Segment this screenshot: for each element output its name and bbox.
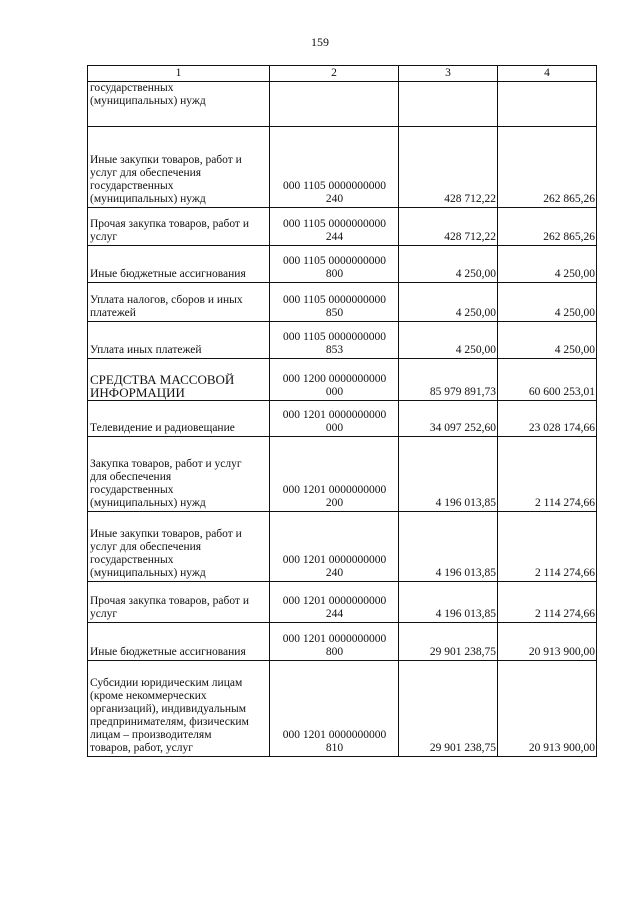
row-amount-col3 xyxy=(399,82,498,127)
row-code-line: 000 1201 0000000000 xyxy=(282,554,387,566)
row-code-cell xyxy=(270,359,399,401)
row-name-cell xyxy=(88,82,270,127)
row-amount-col3: 4 196 013,85 xyxy=(399,437,498,512)
row-code-line: 000 1105 0000000000 xyxy=(282,180,387,192)
row-amount-col3: 29 901 238,75 xyxy=(399,661,498,757)
column-header-1: 1 xyxy=(88,66,270,82)
row-name-line: Телевидение и радиовещание xyxy=(90,422,235,434)
row-name-line: Прочая закупка товаров, работ и xyxy=(90,218,249,230)
row-name-line: (муниципальных) нужд xyxy=(90,497,206,509)
row-amount-col4: 20 913 900,00 xyxy=(498,661,597,757)
row-name-line: Иные закупки товаров, работ и xyxy=(90,528,242,540)
row-name-line: Иные закупки товаров, работ и xyxy=(90,154,242,166)
row-name-line: государственных xyxy=(90,554,174,566)
row-code-line: 850 xyxy=(325,307,344,319)
row-code-line: 000 xyxy=(325,386,344,398)
row-code-cell xyxy=(270,208,399,246)
row-code-cell xyxy=(270,127,399,208)
row-name-line: Закупка товаров, работ и услуг xyxy=(90,458,242,470)
row-amount-col3: 34 097 252,60 xyxy=(399,401,498,437)
row-amount-col3: 85 979 891,73 xyxy=(399,359,498,401)
row-code-cell xyxy=(270,322,399,359)
row-name-cell xyxy=(88,246,270,283)
table-body xyxy=(88,82,597,757)
row-name-line: услуг xyxy=(90,608,118,620)
table-row xyxy=(88,127,597,208)
table-row xyxy=(88,582,597,623)
row-name-cell xyxy=(88,437,270,512)
row-code-cell xyxy=(270,401,399,437)
table-row xyxy=(88,283,597,322)
row-code-line: 240 xyxy=(325,193,344,205)
table-row xyxy=(88,661,597,757)
table-row xyxy=(88,246,597,283)
row-amount-col3: 428 712,22 xyxy=(399,208,498,246)
row-name-line: ИНФОРМАЦИИ xyxy=(90,385,185,400)
table-header-row xyxy=(88,66,597,82)
row-name-line: Уплата налогов, сборов и иных xyxy=(90,294,243,306)
row-name-line: предпринимателям, физическим xyxy=(90,716,249,728)
row-amount-col3: 4 250,00 xyxy=(399,283,498,322)
row-code-line: 853 xyxy=(325,344,344,356)
table-row xyxy=(88,623,597,661)
row-name-line: Прочая закупка товаров, работ и xyxy=(90,595,249,607)
row-amount-col4: 20 913 900,00 xyxy=(498,623,597,661)
row-amount-col3: 4 250,00 xyxy=(399,246,498,283)
row-name-line: услуг для обеспечения xyxy=(90,167,202,179)
row-name-cell xyxy=(88,208,270,246)
row-name-cell xyxy=(88,359,270,401)
row-code-line: 244 xyxy=(325,231,344,243)
table-row xyxy=(88,512,597,582)
row-name-line: товаров, работ, услуг xyxy=(90,742,193,754)
column-header-4: 4 xyxy=(498,66,597,82)
row-amount-col4: 2 114 274,66 xyxy=(498,437,597,512)
row-code-line: 000 1201 0000000000 xyxy=(282,633,387,645)
row-amount-col4: 4 250,00 xyxy=(498,322,597,359)
row-name-line: (муниципальных) нужд xyxy=(90,95,206,107)
row-name-line: услуг xyxy=(90,231,118,243)
row-name-cell xyxy=(88,512,270,582)
row-name-line: платежей xyxy=(90,307,136,319)
row-amount-col4: 4 250,00 xyxy=(498,283,597,322)
page-number: 159 xyxy=(311,35,329,49)
row-name-line: организаций), индивидуальным xyxy=(90,703,247,715)
row-name-cell xyxy=(88,127,270,208)
row-code-line: 810 xyxy=(325,742,344,754)
row-code-line: 800 xyxy=(325,646,344,658)
row-amount-col4: 2 114 274,66 xyxy=(498,512,597,582)
row-code-line: 000 1201 0000000000 xyxy=(282,484,387,496)
row-name-line: (муниципальных) нужд xyxy=(90,193,206,205)
row-amount-col3: 4 250,00 xyxy=(399,322,498,359)
row-code-line: 000 xyxy=(325,422,344,434)
row-amount-col4: 262 865,26 xyxy=(498,208,597,246)
row-name-cell xyxy=(88,322,270,359)
row-code-cell xyxy=(270,437,399,512)
row-name-cell xyxy=(88,661,270,757)
row-code-line: 000 1201 0000000000 xyxy=(282,729,387,741)
row-code-line: 200 xyxy=(325,497,344,509)
row-code-cell xyxy=(270,512,399,582)
row-name-line: СРЕДСТВА МАССОВОЙ xyxy=(90,372,235,387)
row-code-cell xyxy=(270,246,399,283)
row-code-line: 000 1201 0000000000 xyxy=(282,595,387,607)
row-code-line: 000 1105 0000000000 xyxy=(282,331,387,343)
row-code-line: 000 1105 0000000000 xyxy=(282,255,387,267)
row-name-cell xyxy=(88,582,270,623)
row-name-line: государственных xyxy=(90,82,174,94)
row-amount-col4: 60 600 253,01 xyxy=(498,359,597,401)
row-name-line: государственных xyxy=(90,180,174,192)
row-amount-col4: 262 865,26 xyxy=(498,127,597,208)
row-code-cell xyxy=(270,623,399,661)
row-amount-col4: 4 250,00 xyxy=(498,246,597,283)
row-code-line: 244 xyxy=(325,608,344,620)
row-name-line: Иные бюджетные ассигнования xyxy=(90,268,246,280)
row-code-cell xyxy=(270,82,399,127)
row-name-cell xyxy=(88,623,270,661)
row-code-cell xyxy=(270,283,399,322)
row-code-cell xyxy=(270,582,399,623)
row-amount-col3: 29 901 238,75 xyxy=(399,623,498,661)
row-name-line: Уплата иных платежей xyxy=(90,344,202,356)
row-code-line: 000 1200 0000000000 xyxy=(282,373,387,385)
row-code-line: 000 1201 0000000000 xyxy=(282,409,387,421)
row-name-line: государственных xyxy=(90,484,174,496)
row-code-line: 000 1105 0000000000 xyxy=(282,294,387,306)
row-amount-col3: 4 196 013,85 xyxy=(399,582,498,623)
budget-table xyxy=(87,65,597,757)
table-row xyxy=(88,208,597,246)
row-amount-col4: 2 114 274,66 xyxy=(498,582,597,623)
row-code-line: 000 1105 0000000000 xyxy=(282,218,387,230)
column-header-3: 3 xyxy=(399,66,498,82)
row-name-line: лицам – производителям xyxy=(90,729,212,741)
row-name-line: Иные бюджетные ассигнования xyxy=(90,646,246,658)
row-name-line: Субсидии юридическим лицам xyxy=(90,677,243,689)
row-amount-col4 xyxy=(498,82,597,127)
row-name-line: услуг для обеспечения xyxy=(90,541,202,553)
row-name-line: (муниципальных) нужд xyxy=(90,567,206,579)
table-row xyxy=(88,437,597,512)
row-code-line: 800 xyxy=(325,268,344,280)
row-amount-col3: 4 196 013,85 xyxy=(399,512,498,582)
table-row xyxy=(88,322,597,359)
column-header-2: 2 xyxy=(270,66,399,82)
table-row xyxy=(88,82,597,127)
row-amount-col4: 23 028 174,66 xyxy=(498,401,597,437)
table-row xyxy=(88,401,597,437)
row-name-cell xyxy=(88,401,270,437)
row-code-line: 240 xyxy=(325,567,344,579)
table-row xyxy=(88,359,597,401)
row-name-line: для обеспечения xyxy=(90,471,172,483)
row-name-cell xyxy=(88,283,270,322)
row-amount-col3: 428 712,22 xyxy=(399,127,498,208)
row-name-line: (кроме некоммерческих xyxy=(90,690,207,702)
row-code-cell xyxy=(270,661,399,757)
